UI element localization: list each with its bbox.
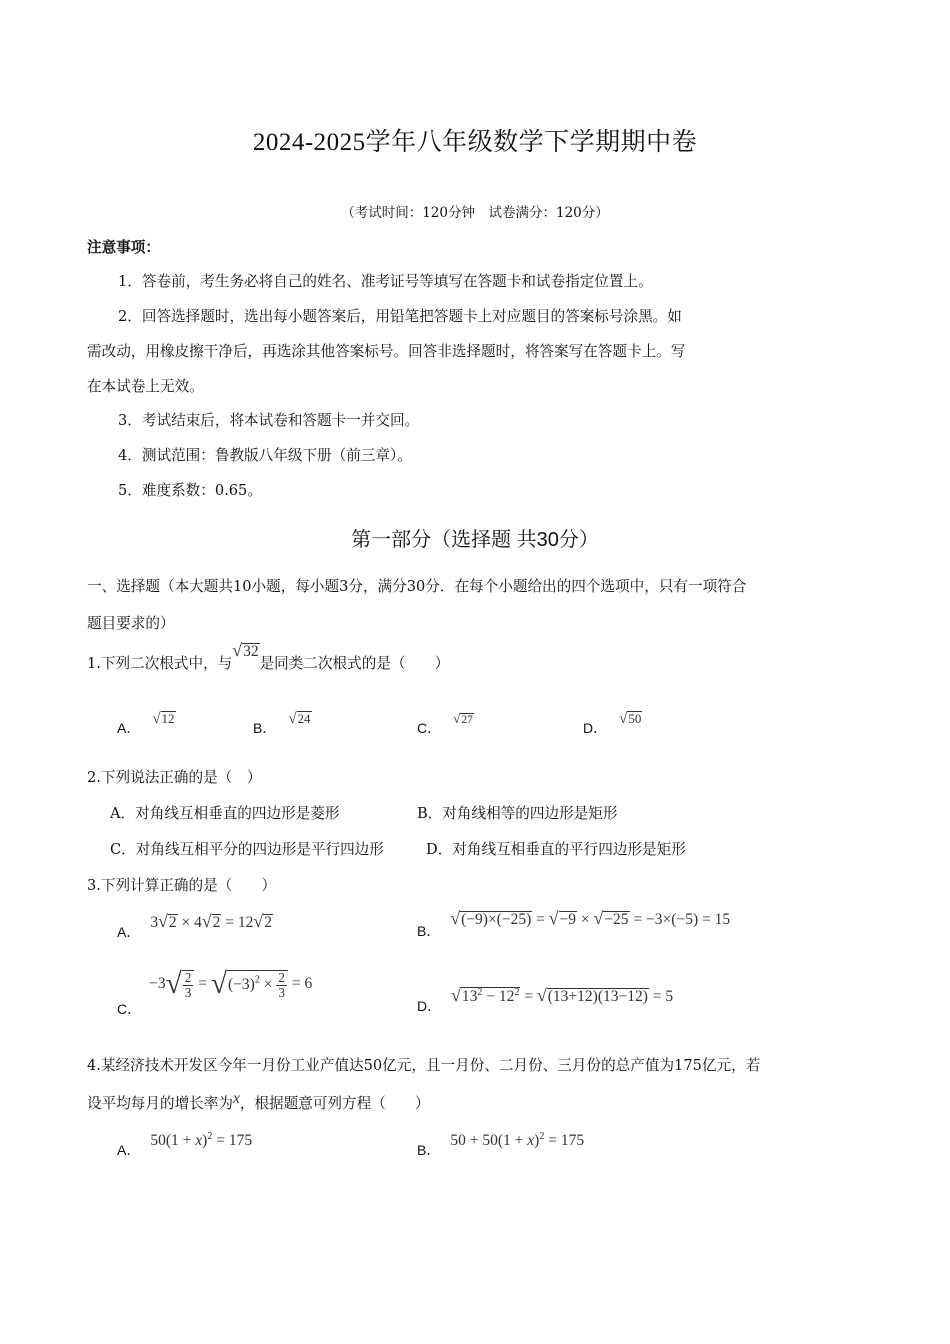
notice-item-1: 1．答卷前，考生务必将自己的姓名、准考证号等填写在答题卡和试卷指定位置上。 <box>118 273 653 290</box>
option-label: B． <box>417 923 441 939</box>
question-1-option-d[interactable] <box>583 708 642 736</box>
option-a-radicand: 12 <box>161 711 175 726</box>
notice-heading: 注意事项： <box>87 239 160 256</box>
section-title: 第一部分（选择题 共30分） <box>351 529 599 551</box>
option-d-radical: √50 <box>619 711 642 727</box>
question-1-option-b[interactable] <box>253 708 312 736</box>
question-1-stem <box>87 640 450 673</box>
question-2-option-d[interactable]: D．对角线互相垂直的平行四边形是矩形 <box>426 841 686 858</box>
question-3-stem: 3.下列计算正确的是（ ） <box>87 877 277 894</box>
question-1-option-c[interactable] <box>417 708 474 736</box>
notice-item-5: 5．难度系数：0.65。 <box>118 482 262 499</box>
option-label: A． <box>117 1142 141 1158</box>
question-3-option-d[interactable] <box>417 985 674 1014</box>
option-label: A． <box>117 924 141 940</box>
option-d-radicand: 50 <box>628 711 642 726</box>
question-3-option-b[interactable] <box>417 908 731 939</box>
notice-item-2-line-2: 需改动，用橡皮擦干净后，再选涂其他答案标号。回答非选择题时，将答案写在答题卡上。写 <box>87 343 686 360</box>
part1-description-line-2: 题目要求的） <box>87 615 175 632</box>
option-label: C． <box>117 1001 142 1018</box>
option-label: D． <box>417 998 442 1014</box>
question-2-option-a[interactable]: A．对角线互相垂直的四边形是菱形 <box>110 805 340 822</box>
question-4-stem-line-2-prefix: 设平均每月的增长率为 <box>87 1095 233 1112</box>
notice-item-2-line-3: 在本试卷上无效。 <box>87 378 204 395</box>
option-a-equation: $50(1 + x)^2 = 175$ <box>150 1130 253 1149</box>
option-c-radical: √27 <box>453 711 473 726</box>
option-c-radicand: 27 <box>461 714 473 726</box>
option-label: D． <box>583 720 608 736</box>
option-b-expression: √(−9)×(−25) = √−9 × √−25 = −3×(−5) = 15 <box>450 908 731 928</box>
notice-item-4: 4．测试范围：鲁教版八年级下册（前三章）。 <box>118 447 412 464</box>
exam-info: （考试时间：120分钟 试卷满分：120分） <box>341 205 609 221</box>
page-title: 2024-2025学年八年级数学下学期期中卷 <box>252 129 698 156</box>
option-label: B． <box>253 720 277 736</box>
option-label: A． <box>117 720 141 736</box>
question-2-stem: 2.下列说法正确的是（ ） <box>87 769 262 786</box>
option-b-radicand: 24 <box>297 711 311 726</box>
question-4-stem-line-2-suffix: ，根据题意可列方程（ ） <box>239 1095 430 1112</box>
question-1-radical: √32 <box>232 640 259 660</box>
question-3-option-a[interactable] <box>117 911 273 940</box>
option-a-radical: √12 <box>152 711 175 727</box>
option-d-expression: $√13^2 - 12^2 = √(13+12)(13-12) = 5$ <box>451 985 674 1005</box>
notice-item-2-line-1: 2．回答选择题时，选出每小题答案后，用铅笔把答题卡上对应题目的答案标号涂黑。如 <box>118 308 682 325</box>
question-4-stem-line-2 <box>87 1092 430 1113</box>
option-label: C． <box>417 720 442 736</box>
question-4-option-a[interactable] <box>117 1130 253 1158</box>
part1-description-line-1: 一、选择题（本大题共10小题，每小题3分，满分30分．在每个小题给出的四个选项中，只有一项符合 <box>87 578 747 595</box>
question-1-radicand: 32 <box>243 643 259 660</box>
question-4-stem-line-1: 4.某经济技术开发区今年一月份工业产值达50亿元，且一月份、二月份、三月份的总产值为175亿元，若 <box>87 1057 761 1074</box>
question-4-variable: x <box>232 1090 240 1107</box>
question-2-option-b[interactable]: B．对角线相等的四边形是矩形 <box>417 805 618 822</box>
question-1-stem-suffix: 是同类二次根式的是（ ） <box>259 655 450 672</box>
option-label: B． <box>417 1142 441 1158</box>
option-b-equation: $50 + 50(1 + x)^2 = 175$ <box>450 1130 585 1149</box>
question-2-option-c[interactable]: C．对角线互相平分的四边形是平行四边形 <box>110 841 384 858</box>
notice-item-3: 3．考试结束后，将本试卷和答题卡一并交回。 <box>118 412 420 429</box>
option-c-expression: −3√ $\frac{2}{3}$ = $√(-3)^2$ × $\frac{2}{3}$ = 6 <box>149 968 313 1000</box>
option-b-radical: √24 <box>288 711 311 727</box>
question-4-option-b[interactable] <box>417 1130 585 1158</box>
question-1-option-a[interactable] <box>117 708 176 736</box>
option-a-expression: 3√2 × 4√2 = 12√2 <box>150 911 272 931</box>
question-1-stem-prefix: 1.下列二次根式中，与 <box>87 655 233 672</box>
question-3-option-c[interactable] <box>117 968 313 1018</box>
